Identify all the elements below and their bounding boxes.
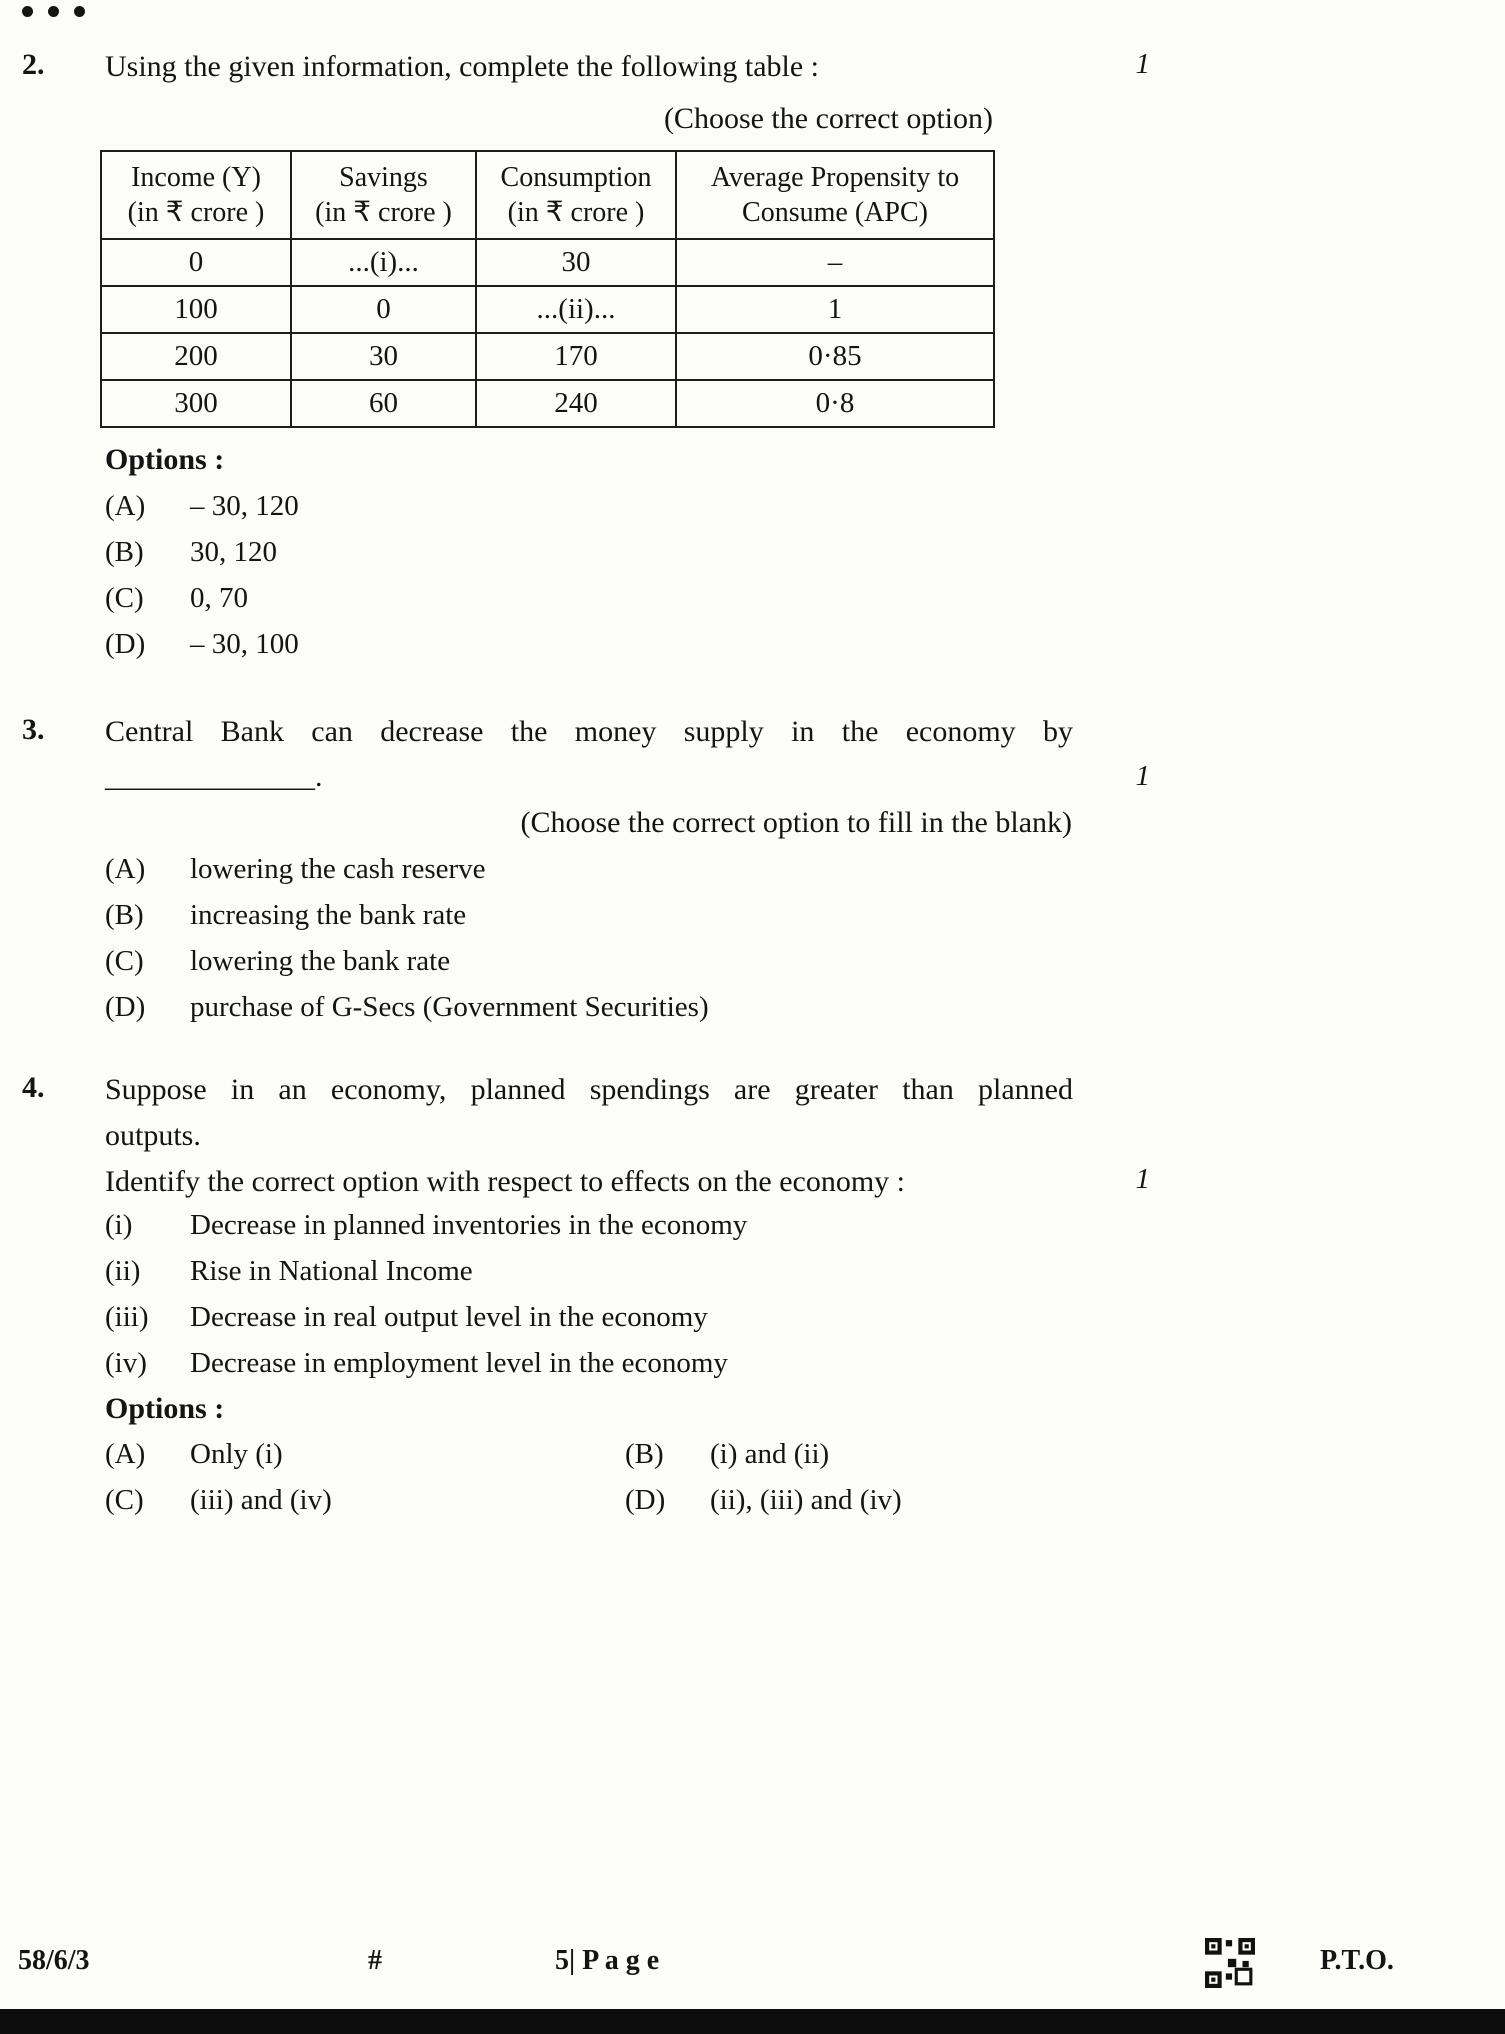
question-4-text-line2: outputs. <box>105 1119 201 1152</box>
table-cell: 0·8 <box>676 380 994 427</box>
footer-page-number: 5| P a g e <box>555 1945 660 1976</box>
table-cell: 300 <box>101 380 291 427</box>
question-3-marks: 1 <box>1135 760 1150 792</box>
option-row <box>105 1438 902 1484</box>
table-row <box>101 239 994 286</box>
item-text: Decrease in employment level in the economy <box>190 1347 728 1379</box>
item-text: Decrease in planned inventories in the economy <box>190 1209 748 1241</box>
option-row <box>105 490 299 536</box>
table-header-line: Consume (APC) <box>742 197 928 228</box>
option-text: Only (i) <box>190 1438 283 1470</box>
dot-icon <box>74 6 85 17</box>
table-row <box>101 333 994 380</box>
question-4-items <box>105 1209 747 1393</box>
option-letter: (B) <box>625 1438 664 1470</box>
option-letter: (B) <box>105 536 144 568</box>
question-2-number: 2. <box>22 48 45 81</box>
option-letter: (A) <box>105 853 146 885</box>
option-letter: (A) <box>105 490 146 522</box>
table-cell: 0 <box>291 286 476 333</box>
item-label: (i) <box>105 1209 133 1241</box>
list-item <box>105 1255 747 1301</box>
option-letter: (D) <box>105 628 146 660</box>
corner-dots <box>22 4 100 22</box>
question-4-options-grid <box>105 1438 902 1530</box>
table-cell: 1 <box>676 286 994 333</box>
item-text: Decrease in real output level in the economy <box>190 1301 708 1333</box>
table-header-row <box>101 151 994 239</box>
option-letter: (B) <box>105 899 144 931</box>
option-text: – 30, 120 <box>190 490 299 522</box>
table-cell: 60 <box>291 380 476 427</box>
option-text: (iii) and (iv) <box>190 1484 332 1516</box>
option-row <box>105 991 709 1037</box>
item-text: Rise in National Income <box>190 1255 473 1287</box>
option-text: lowering the bank rate <box>190 945 451 977</box>
consumption-table <box>100 150 995 428</box>
question-3-number: 3. <box>22 713 45 746</box>
option-text: (i) and (ii) <box>710 1438 830 1470</box>
question-3-blank: ______________. <box>105 760 323 793</box>
option-text: lowering the cash reserve <box>190 853 486 885</box>
question-3-text: Central Bank can decrease the money supply in the economy by <box>105 715 1073 748</box>
table-cell: 200 <box>101 333 291 380</box>
option-text: 30, 120 <box>190 536 277 568</box>
table-cell: 0·85 <box>676 333 994 380</box>
question-3-options <box>105 853 709 1037</box>
table-cell: 100 <box>101 286 291 333</box>
option-letter: (D) <box>105 991 146 1023</box>
option-row <box>105 945 709 991</box>
table-cell: – <box>676 239 994 286</box>
table-cell: ...(i)... <box>291 239 476 286</box>
question-4-text-line3: Identify the correct option with respect to effects on the economy : <box>105 1165 906 1198</box>
question-2-text: Using the given information, complete the following table : <box>105 50 820 83</box>
option-letter: (D) <box>625 1484 666 1516</box>
option-text: (ii), (iii) and (iv) <box>710 1484 902 1516</box>
table-header-line: Savings <box>339 162 428 193</box>
table-header-line: (in ₹ crore ) <box>315 197 452 228</box>
dot-icon <box>22 6 33 17</box>
table-cell: 170 <box>476 333 676 380</box>
list-item <box>105 1347 747 1393</box>
table-cell: 0 <box>101 239 291 286</box>
question-2-options-label: Options : <box>105 443 225 476</box>
table-header-line: Average Propensity to <box>710 162 960 193</box>
option-text: purchase of G-Secs (Government Securities) <box>190 991 709 1023</box>
question-4-number: 4. <box>22 1071 45 1104</box>
question-4-options-label: Options : <box>105 1392 225 1425</box>
option-letter: (A) <box>105 1438 146 1470</box>
table-header-line: Consumption <box>500 162 652 193</box>
option-row <box>105 899 709 945</box>
list-item <box>105 1209 747 1255</box>
item-label: (iii) <box>105 1301 149 1333</box>
table-header-cell <box>291 151 476 239</box>
question-3-instruction: (Choose the correct option to fill in the blank) <box>520 806 1072 839</box>
table-cell: 240 <box>476 380 676 427</box>
option-letter: (C) <box>105 1484 144 1516</box>
table-cell: ...(ii)... <box>476 286 676 333</box>
table-header-cell <box>476 151 676 239</box>
question-2-options <box>105 490 299 674</box>
table-row <box>101 286 994 333</box>
option-text: 0, 70 <box>190 582 248 614</box>
item-label: (ii) <box>105 1255 141 1287</box>
scan-edge-bar <box>0 2009 1505 2034</box>
qr-code-icon <box>1205 1938 1255 1988</box>
option-row <box>105 1484 902 1530</box>
option-row <box>105 628 299 674</box>
footer-paper-code: 58/6/3 <box>18 1945 90 1976</box>
question-4-text-line1: Suppose in an economy, planned spendings are greater than planned <box>105 1073 1073 1106</box>
question-2-instruction: (Choose the correct option) <box>663 102 993 135</box>
table-header-cell <box>101 151 291 239</box>
footer-pto: P.T.O. <box>1320 1945 1394 1976</box>
item-label: (iv) <box>105 1347 147 1379</box>
option-row <box>105 536 299 582</box>
table-header-line: (in ₹ crore ) <box>127 197 265 228</box>
dot-icon <box>48 6 59 17</box>
footer-hash: # <box>368 1945 382 1976</box>
table-header-cell <box>676 151 994 239</box>
question-2-marks: 1 <box>1135 48 1150 80</box>
option-letter: (C) <box>105 945 144 977</box>
option-text: increasing the bank rate <box>190 899 467 931</box>
option-row <box>105 582 299 628</box>
question-4-marks: 1 <box>1135 1163 1150 1195</box>
list-item <box>105 1301 747 1347</box>
option-text: – 30, 100 <box>190 628 299 660</box>
table-cell: 30 <box>476 239 676 286</box>
table-cell: 30 <box>291 333 476 380</box>
option-row <box>105 853 709 899</box>
table-header-line: (in ₹ crore ) <box>507 197 645 228</box>
table-row <box>101 380 994 427</box>
option-letter: (C) <box>105 582 144 614</box>
table-header-line: Income (Y) <box>131 162 261 193</box>
